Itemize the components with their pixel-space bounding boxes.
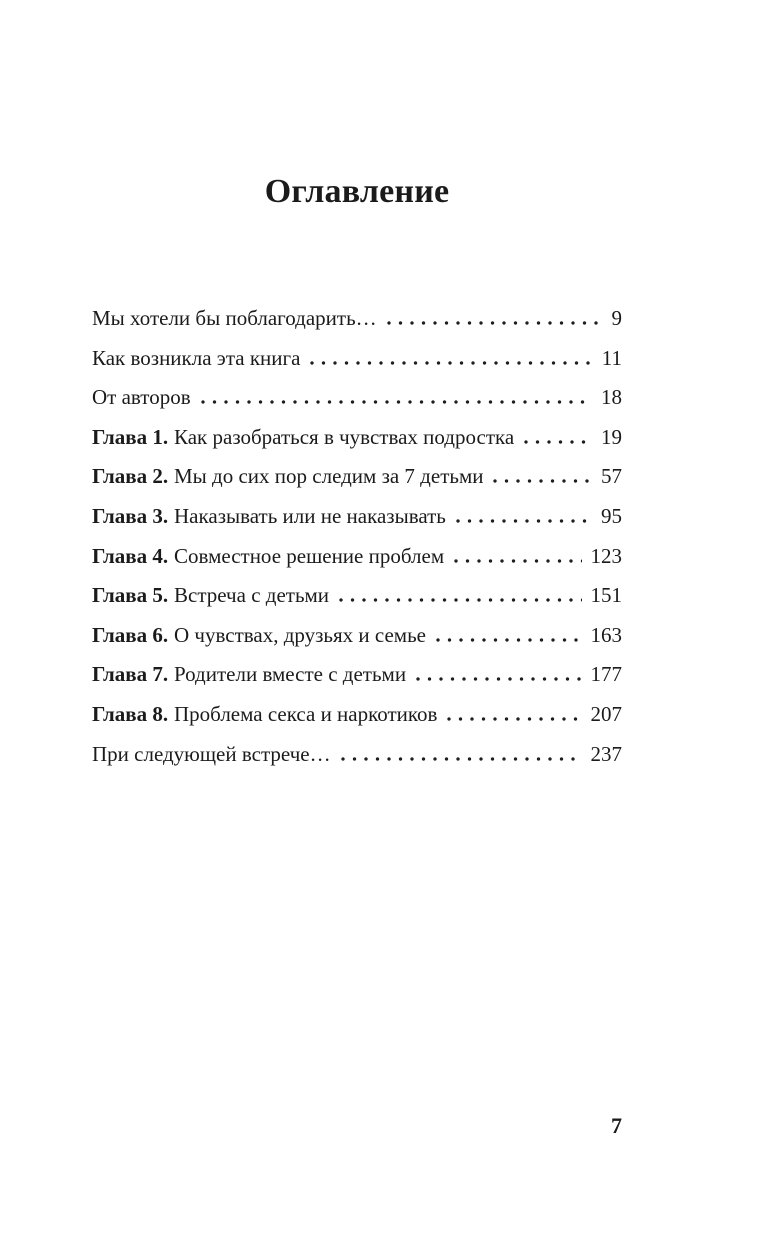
toc-entry-page-number: 57: [601, 464, 622, 489]
toc-entry-page-number: 19: [601, 424, 622, 449]
toc-entry: [92, 308, 622, 330]
toc-entry-label: Как разобраться в чувствах подростка: [174, 424, 515, 449]
page-title: Оглавление: [264, 173, 450, 210]
toc-entry: [92, 424, 622, 449]
toc-entry: [92, 345, 622, 370]
dot-leader: [310, 361, 592, 365]
dot-leader: [416, 677, 581, 681]
toc-entry-label: О чувствах, друзьях и семье: [174, 622, 426, 647]
toc-entry: [92, 543, 622, 568]
dot-leader: [524, 440, 592, 444]
dot-leader: [339, 598, 581, 602]
dot-leader: [387, 321, 603, 325]
toc-entry: [92, 664, 622, 686]
dot-leader: [201, 400, 592, 404]
toc-list: [92, 308, 622, 765]
toc-entry: [92, 585, 622, 607]
dot-leader: [456, 519, 592, 523]
toc-entry-page-number: 237: [590, 741, 622, 766]
dot-leader: [493, 479, 592, 483]
toc-entry-label: Наказывать или не наказывать: [174, 503, 446, 528]
toc-entry-chapter-prefix: Глава 5.: [92, 583, 169, 608]
dot-leader: [436, 638, 582, 642]
toc-entry: [92, 622, 622, 647]
dot-leader: [341, 757, 582, 761]
toc-entry-chapter-prefix: Глава 4.: [92, 543, 169, 568]
toc-entry-label: Мы хотели бы поблагодарить…: [92, 306, 377, 330]
toc-entry-chapter-prefix: Глава 8.: [92, 701, 169, 726]
toc-entry-label: Совместное решение проблем: [174, 543, 445, 568]
toc-entry-page-number: 177: [590, 662, 622, 687]
toc-entry: [92, 741, 622, 766]
toc-entry-page-number: 151: [590, 583, 622, 608]
toc-entry-page-number: 123: [590, 543, 622, 568]
toc-entry-chapter-prefix: Глава 6.: [92, 622, 169, 647]
page-number: 7: [611, 1113, 622, 1138]
toc-entry: [92, 387, 622, 409]
toc-entry-chapter-prefix: Глава 3.: [92, 503, 169, 528]
toc-entry-chapter-prefix: Глава 1.: [92, 424, 169, 449]
toc-entry-page-number: 18: [601, 385, 622, 410]
toc-entry-label: Проблема секса и наркотиков: [174, 701, 438, 726]
toc-entry-label: Встреча с детьми: [174, 583, 330, 608]
toc-entry-page-number: 163: [590, 622, 622, 647]
toc-entry: [92, 466, 622, 488]
toc-entry-page-number: 95: [601, 503, 622, 528]
dot-leader: [447, 717, 581, 721]
toc-entry: [92, 503, 622, 528]
toc-entry-page-number: 11: [601, 345, 622, 370]
toc-entry-label: Родители вместе с детьми: [174, 662, 407, 687]
toc-entry-page-number: 9: [611, 306, 622, 330]
toc-entry-chapter-prefix: Глава 7.: [92, 662, 169, 687]
toc-entry-label: При следующей встрече…: [92, 741, 331, 766]
toc-entry-label: Как возникла эта книга: [92, 345, 301, 370]
dot-leader: [454, 559, 581, 563]
toc-entry-label: Мы до сих пор следим за 7 детьми: [174, 464, 484, 489]
toc-entry-page-number: 207: [590, 701, 622, 726]
toc-entry-chapter-prefix: Глава 2.: [92, 464, 169, 489]
toc-entry: [92, 701, 622, 726]
toc-entry-label: От авторов: [92, 385, 191, 410]
